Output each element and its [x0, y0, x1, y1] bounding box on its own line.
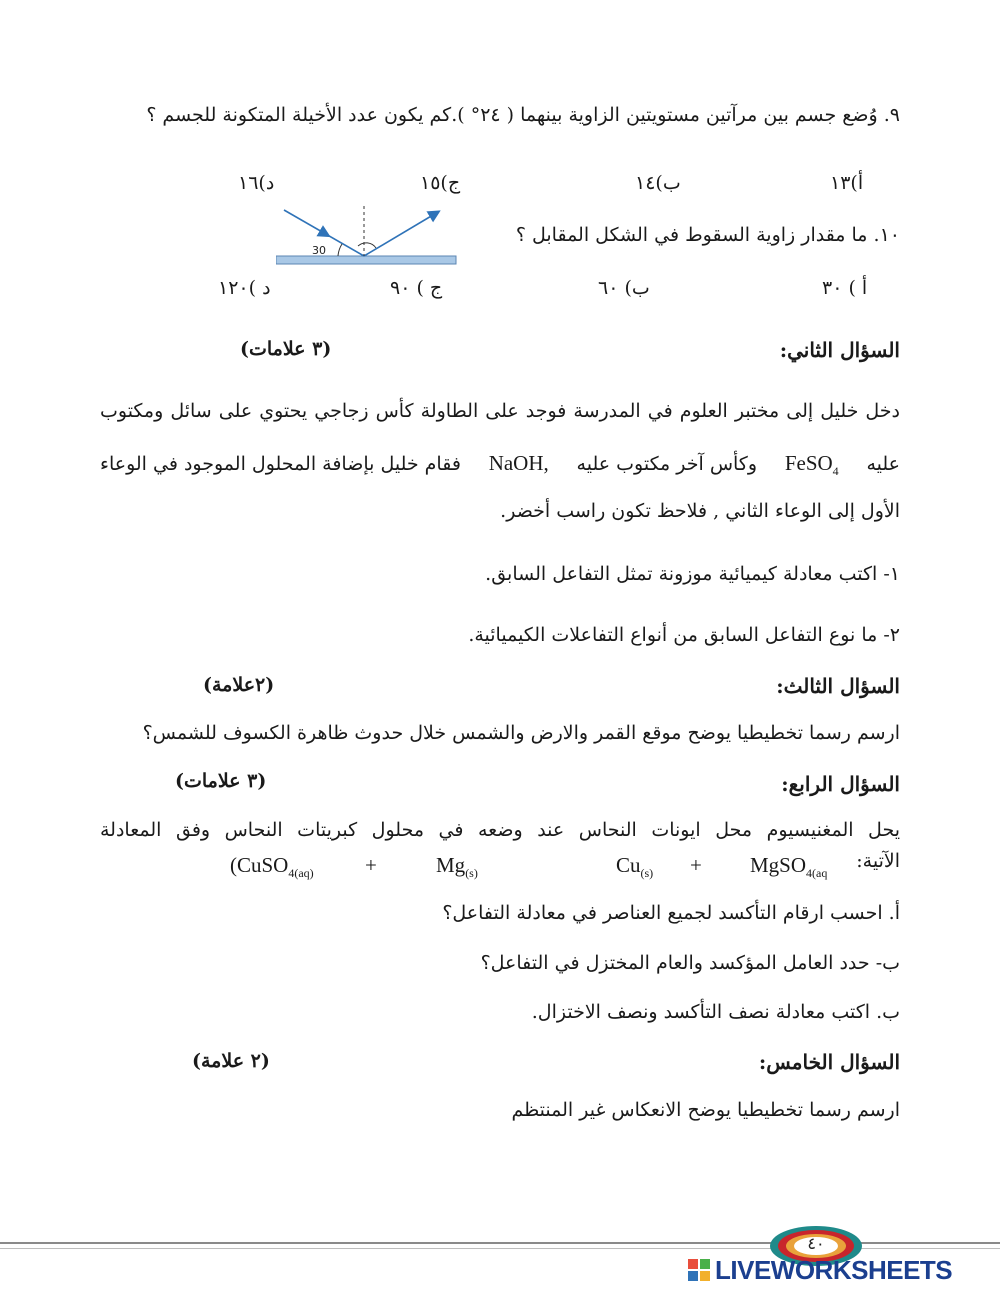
eq-mgso4: MgSO$_{4(aq}$: [750, 853, 828, 881]
question-3-title: السؤال الثالث:: [776, 674, 900, 698]
question-4-line-2: الآتية:: [856, 850, 900, 872]
q2-line2-b: وكأس آخر مكتوب عليه: [576, 453, 758, 475]
chem-naoh: NaOH,: [488, 451, 549, 475]
q9-option-c[interactable]: ج)١٥: [420, 172, 461, 194]
q10-option-a[interactable]: أ ) ٣٠: [822, 277, 868, 299]
question-5-text: ارسم رسما تخطيطيا يوضح الانعكاس غير المنتظم: [511, 1099, 900, 1121]
question-4-part-a: أ. احسب ارقام التأكسد لجميع العناصر في معادلة التفاعل؟: [442, 902, 900, 924]
angle-arc: [338, 244, 342, 256]
q9-option-d[interactable]: د)١٦: [238, 172, 275, 194]
q9-option-a[interactable]: أ)١٣: [830, 172, 864, 194]
question-2-item-2: ٢- ما نوع التفاعل السابق من أنواع التفاعلات الكيميائية.: [468, 624, 900, 646]
incident-ray-arrow: [322, 232, 328, 236]
question-5-marks: (٢ علامة): [192, 1050, 270, 1072]
brand-text: LIVEWORKSHEETS: [715, 1254, 953, 1285]
eq-cu: $Cu_{(s)}$: [616, 853, 654, 881]
angle-label: 30: [312, 244, 326, 257]
eq-plus-2: +: [690, 853, 702, 877]
eq-cuso4: (CuSO$_{4(aq)}$: [230, 853, 314, 881]
question-2-marks: (٣ علامات): [240, 338, 332, 360]
question-4-part-b: ب- حدد العامل المؤكسد والعام المختزل في التفاعل؟: [480, 952, 900, 974]
logo-grid-icon: [688, 1259, 710, 1281]
question-4-marks: (٣ علامات): [175, 770, 267, 792]
eq-plus-1: +: [365, 853, 377, 877]
question-9-text: ٩. وُضع جسم بين مرآتين مستويتين الزاوية بينهما ( ٢٤° ).كم يكون عدد الأخيلة المتكونة للجسم ؟: [146, 104, 900, 126]
question-3-marks: (٢علامة): [203, 674, 275, 696]
liveworksheets-logo[interactable]: [688, 1254, 988, 1286]
q9-option-b[interactable]: ب)١٤: [635, 172, 681, 194]
q10-option-c[interactable]: ج ) ٩٠: [390, 277, 443, 299]
question-10-text: ١٠. ما مقدار زاوية السقوط في الشكل المقابل ؟: [515, 224, 900, 246]
question-3-text: ارسم رسما تخطيطيا يوضح موقع القمر والارض والشمس خلال حدوث ظاهرة الكسوف للشمس؟: [142, 722, 900, 744]
page-number: ٤٠: [807, 1234, 825, 1253]
reflected-ray: [364, 212, 438, 256]
question-2-line-3: الأول إلى الوعاء الثاني , فلاحظ تكون راسب أخضر.: [500, 500, 900, 522]
eq-mg: $Mg_{(s)}$: [436, 853, 478, 881]
chemical-equation: [230, 853, 845, 887]
q10-option-d[interactable]: د )١٢٠: [218, 277, 271, 299]
question-5-title: السؤال الخامس:: [758, 1050, 900, 1074]
chem-feso4: FeSO$_4$: [784, 451, 839, 479]
q10-option-b[interactable]: ب) ٦٠: [598, 277, 650, 299]
reflection-diagram: [276, 204, 458, 270]
q2-line2-c: فقام خليل بإضافة المحلول الموجود في الوعاء: [100, 453, 461, 475]
question-4-title: السؤال الرابع:: [781, 772, 900, 796]
question-4-part-c: ب. اكتب معادلة نصف التأكسد ونصف الاختزال.: [531, 1001, 900, 1023]
question-2-line-1: دخل خليل إلى مختبر العلوم في المدرسة فوجد على الطاولة كأس زجاجي يحتوي على سائل ومكتوب: [100, 400, 900, 422]
question-4-line-1: يحل المغنيسيوم محل ايونات النحاس عند وضعه في محلول كبريتات النحاس وفق المعادلة: [100, 819, 900, 841]
reflection-arc: [358, 243, 376, 248]
question-2-title: السؤال الثاني:: [779, 338, 900, 362]
mirror-surface: [276, 256, 456, 264]
question-2-item-1: ١- اكتب معادلة كيميائية موزونة تمثل التفاعل السابق.: [485, 563, 900, 585]
q2-line2-a: عليه: [866, 453, 900, 475]
